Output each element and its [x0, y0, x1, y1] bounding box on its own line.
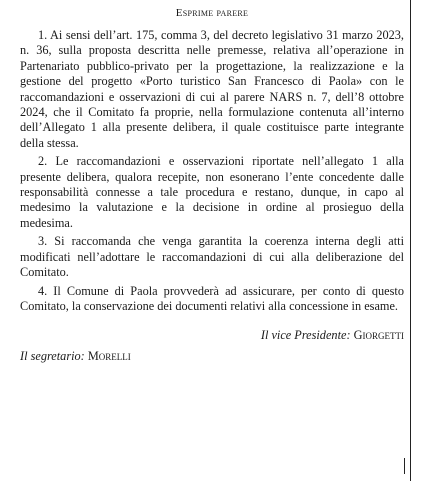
secretary-name: Morelli — [87, 349, 131, 364]
bottom-tick-mark — [404, 458, 405, 474]
paragraph-3: 3. Si raccomanda che venga garantita la coerenza interna degli atti modificati nell’adottare le raccomandazioni di cui alla deliberazione del Comitato. — [20, 234, 404, 280]
secretary-label: Il segretario: — [20, 349, 85, 364]
secretary-signature — [20, 349, 404, 364]
text-column — [20, 6, 404, 364]
paragraph-1: 1. Ai sensi dell’art. 175, comma 3, del decreto legislativo 31 marzo 2023, n. 36, sulla proposta descritta nelle premesse, relativa all’operazione in Partenariato pubblico-privato per la progettazione, la realizzazione e la gestione del progetto «Porto turistico San Francesco di Paola» con le raccomandazioni e osservazioni di cui al parere NARS n. 7, dell’8 ottobre 2024, che il Comitato fa proprie, nella formulazione contenuta all’interno dell’Allegato 1 alla presente delibera, il quale costituisce parte integrante della stessa. — [20, 28, 404, 150]
vice-president-label: Il vice Presidente: — [260, 328, 351, 343]
vice-president-signature — [20, 328, 404, 343]
paragraph-4: 4. Il Comune di Paola provvederà ad assicurare, per conto di questo Comitato, la conservazione dei documenti relativi alla concessione in esame. — [20, 283, 404, 313]
vice-president-name: Giorgetti — [353, 328, 404, 343]
column-divider — [410, 0, 411, 481]
paragraph-2: 2. Le raccomandazioni e osservazioni riportate nell’allegato 1 alla presente delibera, qualora recepite, non esonerano l’ente concedente dalle responsabilità connesse a tale procedura e restano, dunque, in capo al medesimo la valutazione e la decisione in ordine al prosieguo della medesima. — [20, 154, 404, 230]
section-heading: Esprime parere — [175, 7, 249, 19]
